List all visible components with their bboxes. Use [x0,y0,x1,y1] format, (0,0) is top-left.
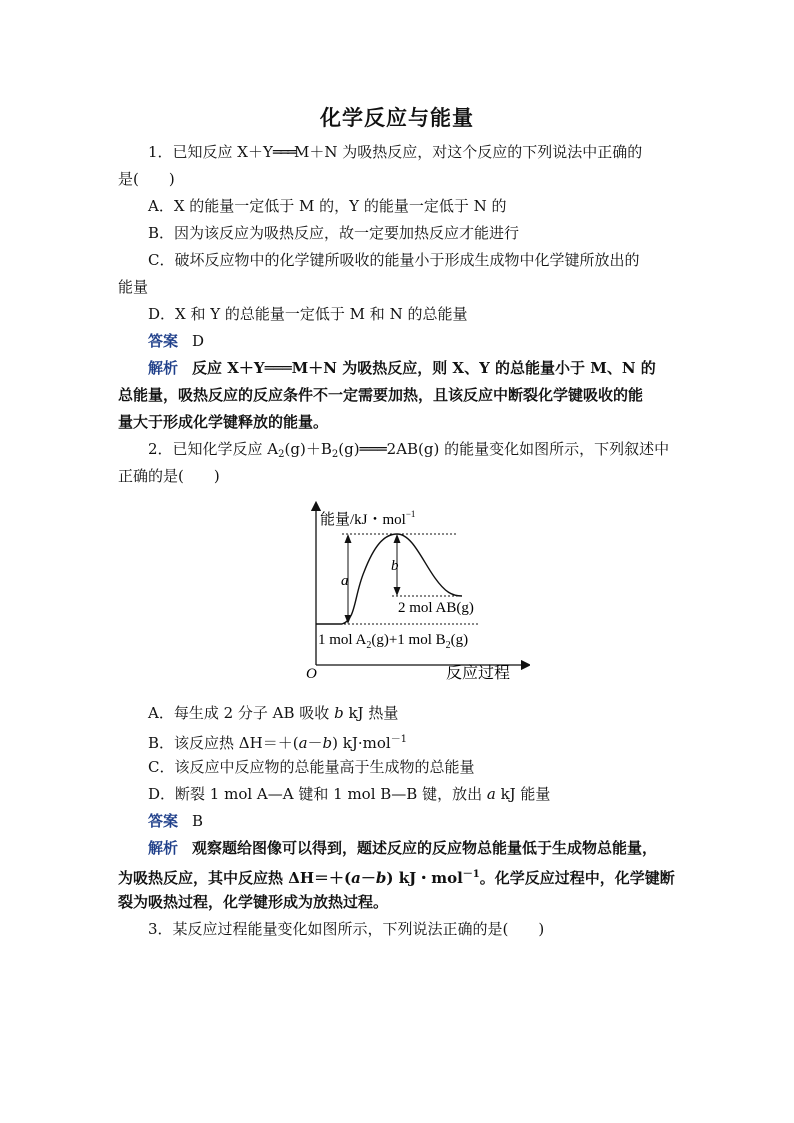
q2-analysis-text-2c: 。化学反应过程中，化学键断 [479,869,675,887]
q1-answer [148,331,708,351]
q2-option-d-var: a [486,785,496,803]
q3-stem: 3．某反应过程能量变化如图所示，下列说法正确的是( ) [148,920,545,938]
q2-option-d-text-1: D．断裂 1 mol A—A 键和 1 mol B—B 键，放出 [148,785,487,803]
q2-option-b [148,730,708,753]
q1-analysis-line-3: 量大于形成化学键释放的能量。 [118,413,329,431]
origin-label: O [306,666,317,682]
q2-analysis-sup: －1 [462,869,480,880]
q2-stem-sub-2: 2 [331,449,339,460]
q2-option-a-var: b [334,704,344,722]
q1-analysis-text-1: 反应 X＋Y═══M＋N 为吸热反应，则 X、Y 的总能量小于 M、N 的 [192,359,656,377]
q2-option-b-sup: －1 [390,734,408,745]
x-axis-label: 反应过程 [446,665,511,682]
reactant-label: 1 mol $A_2(g)+1$ mol $B_2(g)$ [318,632,469,651]
q1-option-c: C．破坏反应物中的化学键所吸收的能量小于形成生成物中化学键所放出的 [148,251,640,269]
arrow-b-label: b [391,558,399,574]
q2-analysis-minus: － [360,869,376,887]
q2-analysis-line-2 [118,865,678,888]
q2-analysis-text-2b: ) kJ・mol [386,869,463,887]
q2-option-b-text-1: B．该反应热 ΔH＝＋( [148,734,299,752]
q2-stem-part-a: 2．已知化学反应 A [148,440,279,458]
q2-option-b-var-b: b [322,734,333,752]
q2-analysis-line-3: 裂为吸热过程，化学键形成为放热过程。 [118,893,389,911]
q1-answer-label: 答案 [148,332,179,350]
q2-analysis-var-a: a [351,869,361,887]
q2-option-b-minus: － [307,734,323,752]
q1-analysis-line-1 [148,358,708,378]
q2-option-a-text-2: kJ 热量 [343,704,399,722]
q2-option-a [148,703,708,723]
q2-stem-part-c: (g)═══2AB(g) 的能量变化如图所示，下列叙述中 [338,440,670,458]
q2-stem-part-b: (g)＋B [284,440,332,458]
q1-stem-line-1 [148,142,708,162]
arrow-b-head-bottom [394,587,401,596]
arrow-a-label: a [341,573,349,589]
q1-option-a: A．X 的能量一定低于 M 的，Y 的能量一定低于 N 的 [148,197,507,215]
q1-option-b: B．因为该反应为吸热反应，故一定要加热反应才能进行 [148,224,520,242]
q2-analysis-line-1 [148,838,708,858]
q2-analysis-text-1: 观察题给图像可以得到，题述反应的反应物总能量低于生成物总能量， [192,839,658,857]
q2-analysis-text-2a: 为吸热反应，其中反应热 ΔH＝＋( [118,869,352,887]
arrow-a-head-top [345,534,352,543]
q2-answer-value: B [192,812,204,830]
q2-option-c: C．该反应中反应物的总能量高于生成物的总能量 [148,758,475,776]
page-title: 化学反应与能量 [320,105,474,130]
q1-analysis-label: 解析 [148,359,179,377]
q1-stem-eq: ═══ [272,143,294,161]
q2-option-d-text-2: kJ 能量 [495,785,551,803]
q1-option-d: D．X 和 Y 的总能量一定低于 M 和 N 的总能量 [148,305,468,323]
q1-stem-part-b: M＋N 为吸热反应，对这个反应的下列说法中正确的 [294,143,643,161]
q2-analysis-var-b: b [375,869,387,887]
q2-stem-sub-1: 2 [278,449,285,460]
q1-stem-part-a: 1．已知反应 X＋Y [148,143,273,161]
q1-answer-value: D [192,332,205,350]
q2-option-a-text-1: A．每生成 2 分子 AB 吸收 [148,704,335,722]
q1-stem-line-2: 是( ) [118,170,175,188]
q2-answer [148,811,708,831]
q1-analysis-line-2: 总能量，吸热反应的反应条件不一定需要加热，且该反应中断裂化学键吸收的能 [118,386,644,404]
energy-diagram [300,500,530,690]
q2-answer-label: 答案 [148,812,179,830]
arrow-b-head-top [394,534,401,543]
q2-option-b-text-2: ) kJ·mol [332,734,391,752]
q2-stem-line-2: 正确的是( ) [118,467,220,485]
q1-option-c-cont: 能量 [118,278,149,296]
q2-option-b-var-a: a [298,734,308,752]
product-label: 2 mol AB(g) [398,600,474,616]
y-axis-label: 能量/kJ・mol$^{-1}$ [320,509,416,528]
q2-option-d [148,784,708,804]
q2-analysis-label: 解析 [148,839,179,857]
q2-stem-line-1 [148,439,708,465]
